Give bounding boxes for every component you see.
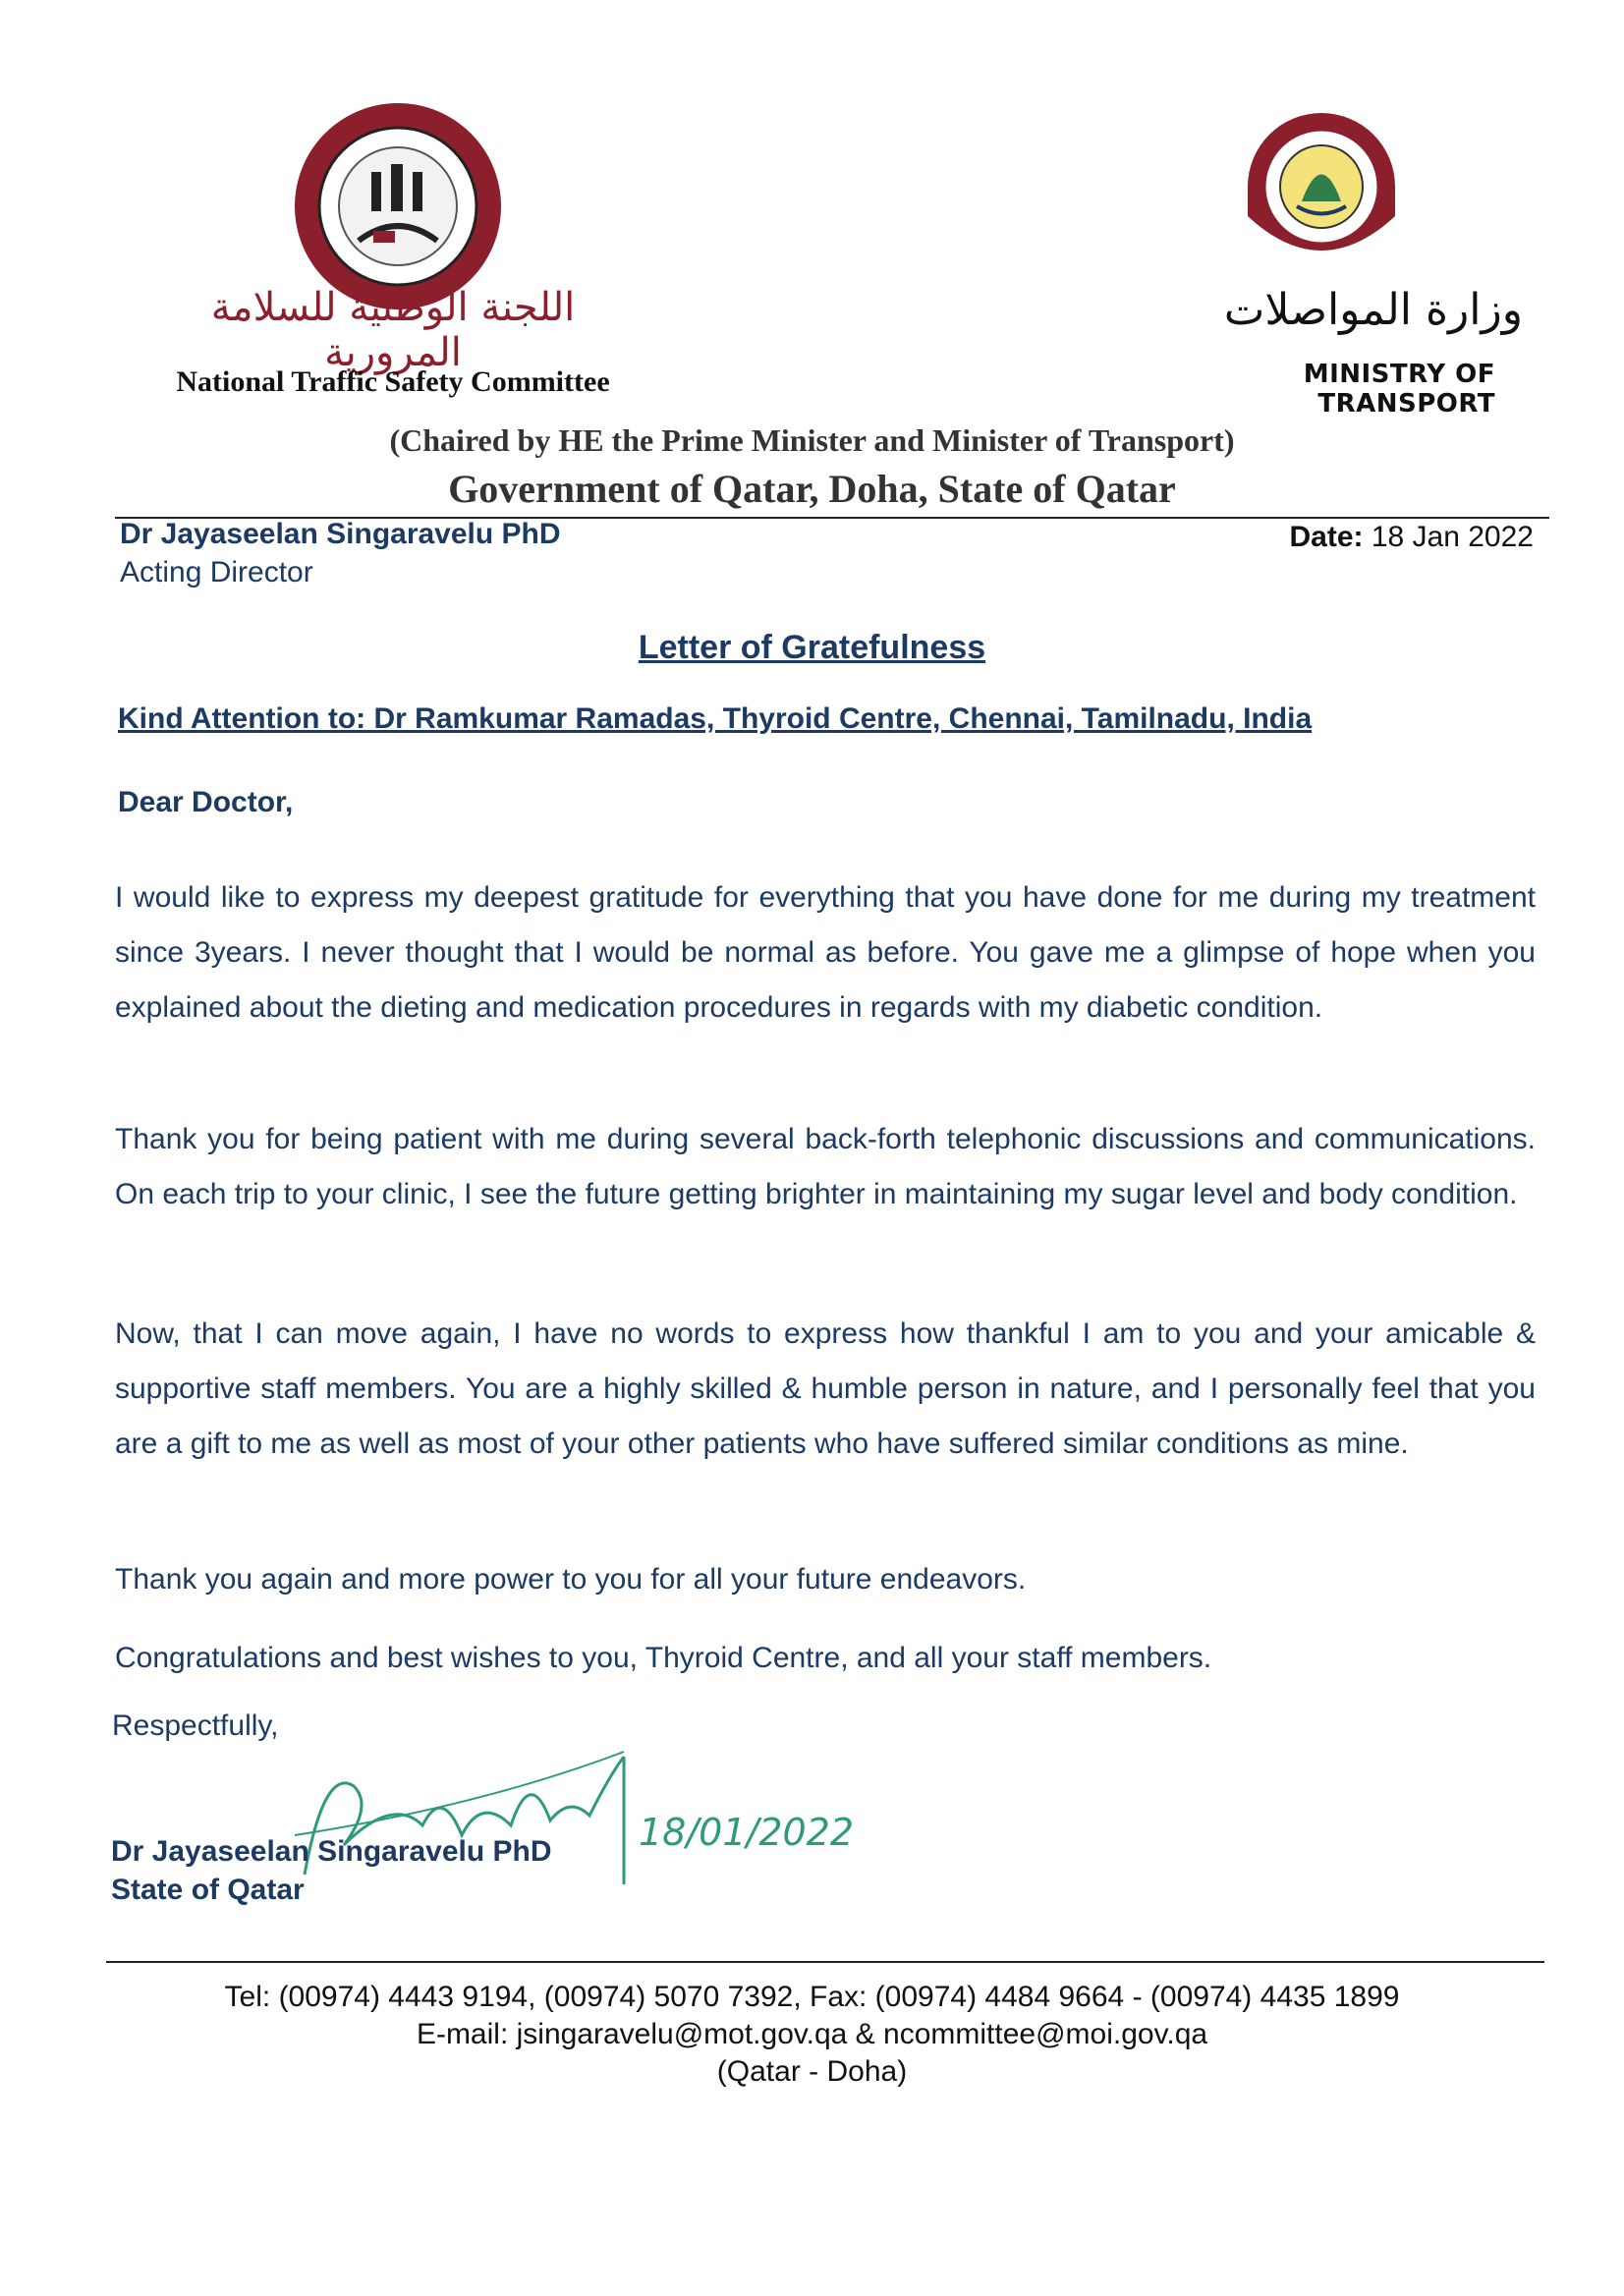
chaired-by-line: (Chaired by HE the Prime Minister and Minister of Transport) [389, 422, 1235, 458]
body-paragraph: Thank you for being patient with me during several back-forth telephonic discussions and communications. On each trip to your clinic, I see the future getting brighter in maintaining my sugar level and body condition. [115, 1123, 1536, 1210]
body-paragraph: Thank you again and more power to you for all your future endeavors. [115, 1563, 1027, 1596]
handwritten-date: 18/01/2022 [639, 1811, 855, 1854]
footer-email: E-mail: jsingaravelu@mot.gov.qa & ncommittee@moi.gov.qa [416, 2018, 1208, 2050]
signatory-name: Dr Jayaseelan Singaravelu PhD [111, 1835, 552, 1868]
ministry-of-transport-logo [1228, 88, 1415, 285]
mot-arabic-name: وزارة المواصلات [1223, 285, 1523, 335]
date-label: Date: [1289, 521, 1364, 553]
letter-date [1289, 521, 1534, 554]
mot-name: MINISTRY OF TRANSPORT [1303, 360, 1495, 419]
sender-role: Acting Director [120, 556, 313, 588]
footer-location: (Qatar - Doha) [716, 2055, 908, 2088]
closing: Respectfully, [112, 1709, 279, 1742]
salutation: Dear Doctor, [118, 786, 294, 818]
letter-title: Letter of Gratefulness [638, 629, 986, 666]
date-value: 18 Jan 2022 [1371, 521, 1534, 553]
ntsc-name: National Traffic Safety Committee [176, 365, 610, 398]
sender-name: Dr Jayaseelan Singaravelu PhD [120, 518, 561, 550]
footer-phone: Tel: (00974) 4443 9194, (00974) 5070 7392, Fax: (00974) 4484 9664 - (00974) 4435 1899 [224, 1981, 1400, 2013]
body-paragraph: I would like to express my deepest gratitude for everything that you have done for me during my treatment since 3years. I never thought that I would be normal as before. You gave me a glimpse of hope when you explained about the dieting and medication procedures in regards with my diabetic condition. [115, 881, 1536, 1024]
body-paragraph: Congratulations and best wishes to you, Thyroid Centre, and all your staff members. [115, 1642, 1212, 1674]
footer-divider [106, 1961, 1544, 1963]
body-paragraph: Now, that I can move again, I have no words to express how thankful I am to you and your amicable & supportive staff members. You are a highly skilled & humble person in nature, and I personally feel that you are a gift to me as well as most of your other patients who have suffered similar conditions as mine. [115, 1317, 1536, 1460]
signatory-location: State of Qatar [111, 1874, 305, 1906]
handwritten-signature [285, 1727, 894, 1914]
ntsc-arabic-name: اللجنة الوطنية للسلامة المرورية [210, 285, 576, 375]
government-line: Government of Qatar, Doha, State of Qatar [448, 467, 1176, 511]
attention-line: Kind Attention to: Dr Ramkumar Ramadas, Thyroid Centre, Chennai, Tamilnadu, India [118, 702, 1313, 735]
